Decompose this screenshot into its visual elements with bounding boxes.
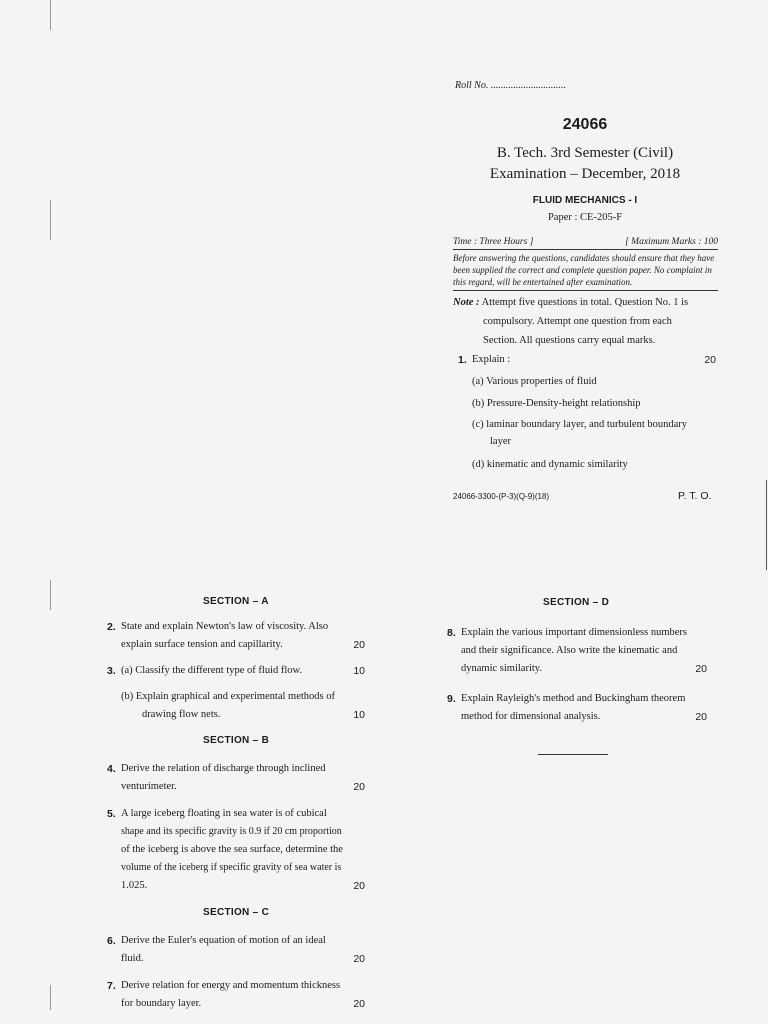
question-7-marks: 20	[353, 998, 365, 1010]
time-marks-row	[453, 237, 718, 247]
question-4: 4. Derive the relation of discharge through inclined venturimeter. 20	[107, 760, 365, 796]
question-8-marks: 20	[695, 663, 707, 675]
question-1d: (d) kinematic and dynamic similarity	[472, 459, 628, 470]
question-2: 2. State and explain Newton's law of viscosity. Also explain surface tension and capillarity. 20	[107, 618, 365, 654]
section-d-heading: SECTION – D	[543, 597, 610, 608]
scan-edge-mark	[50, 985, 51, 1010]
note-line-2: compulsory. Attempt one question from each	[483, 316, 672, 327]
question-3b: (b) Explain graphical and experimental methods of drawing flow nets. 10	[107, 688, 365, 724]
question-1a: (a) Various properties of fluid	[472, 376, 597, 387]
question-1-text: Explain :	[472, 354, 511, 365]
question-6-marks: 20	[353, 953, 365, 965]
roll-no: Roll No. ..............................	[455, 80, 566, 91]
scan-edge-mark	[50, 200, 51, 240]
note-line-3: Section. All questions carry equal marks.	[483, 335, 656, 346]
scan-edge-mark	[50, 580, 51, 610]
question-7: 7. Derive relation for energy and momentum thickness for boundary layer. 20	[107, 977, 365, 1013]
section-b-heading: SECTION – B	[203, 735, 270, 746]
question-1b: (b) Pressure-Density-height relationship	[472, 398, 641, 409]
note-label: Note :	[453, 297, 480, 308]
question-1c: (c) laminar boundary layer, and turbulent boundary	[472, 419, 688, 430]
paper-code: 24066	[562, 116, 608, 133]
question-9-marks: 20	[695, 711, 707, 723]
question-5: 5. A large iceberg floating in sea water is of cubical shape and its specific gravity is 0.9 if 20 cm proportion of the iceberg is above the sea surface, determine the volume of the iceberg if specific gravity of sea water is 1.025. 20	[107, 805, 365, 895]
question-1c-cont: layer	[490, 436, 511, 447]
question-5-marks: 20	[353, 880, 365, 892]
header-rule	[453, 249, 718, 250]
question-4-marks: 20	[353, 781, 365, 793]
question-1: 1. Explain : 20	[458, 351, 716, 369]
question-3a: 3. (a) Classify the different type of fluid flow. 10	[107, 662, 365, 680]
maximum-marks: [ Maximum Marks : 100	[625, 237, 718, 247]
question-8: 8. Explain the various important dimensionless numbers and their significance. Also write the kinematic and dynamic similarity. 20	[447, 624, 707, 678]
end-rule	[538, 754, 608, 755]
scan-edge-mark	[50, 0, 51, 30]
instructions: Before answering the questions, candidates should ensure that they have been supplied the correct and complete question paper. No complaint in this regard, will be entertained after examination.	[453, 253, 715, 287]
question-2-marks: 20	[353, 639, 365, 651]
time-allowed: Time : Three Hours ]	[453, 237, 534, 247]
note-block	[453, 293, 718, 350]
exam-title: Examination – December, 2018	[489, 166, 681, 182]
instructions-rule	[453, 290, 718, 291]
question-3b-marks: 10	[353, 709, 365, 721]
question-3a-marks: 10	[353, 665, 365, 677]
question-9: 9. Explain Rayleigh's method and Buckingham theorem method for dimensional analysis. 20	[447, 690, 707, 726]
footer-code: 24066-3300-(P-3)(Q-9)(18)	[453, 492, 550, 501]
note-line-1: Attempt five questions in total. Question No. 1 is	[481, 297, 689, 308]
degree-title: B. Tech. 3rd Semester (Civil)	[496, 145, 674, 161]
pto: P. T. O.	[678, 490, 712, 502]
section-c-heading: SECTION – C	[203, 907, 270, 918]
subject-title: FLUID MECHANICS - I	[532, 195, 638, 206]
scan-edge-mark	[766, 480, 767, 570]
section-a-heading: SECTION – A	[203, 596, 269, 607]
question-6: 6. Derive the Euler's equation of motion of an ideal fluid. 20	[107, 932, 365, 968]
paper-number: Paper : CE-205-F	[547, 212, 623, 223]
question-1-marks: 20	[704, 354, 716, 366]
